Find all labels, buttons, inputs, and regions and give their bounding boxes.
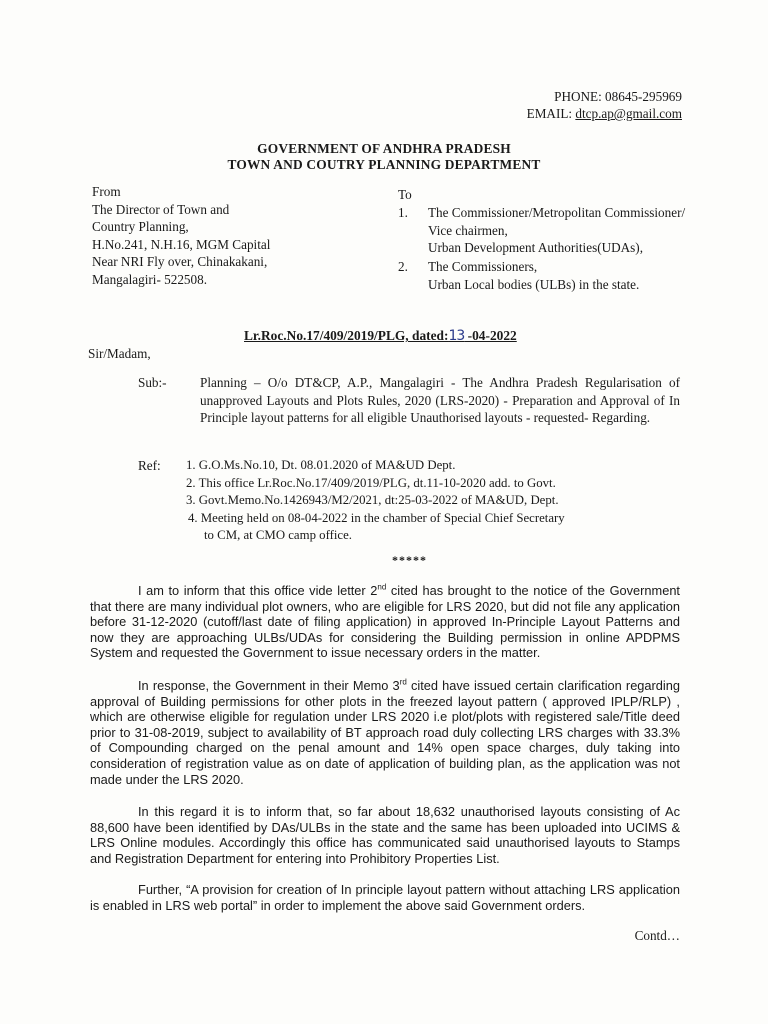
reference-item: 2. This office Lr.Roc.No.17/409/2019/PLG, dt.11-10-2020 add. to Govt. [186,475,556,490]
paragraph-text: I am to inform that this office vide letter 2 [138,583,378,598]
from-line: The Director of Town and [92,201,230,217]
from-block [92,183,270,289]
to-line: Vice chairmen, [428,222,508,238]
reference-list [186,457,565,545]
contact-block [527,88,682,122]
reference-item: to CM, at CMO camp office. [204,528,352,543]
body-paragraph-2 [90,678,680,787]
phone-line: PHONE: 08645-295969 [554,89,682,104]
from-label: From [92,184,121,199]
subject-text: Planning – O/o DT&CP, A.P., Mangalagiri - The Andhra Pradesh Regularisation of unapproved Layouts and Plots Rules, 2020 (LRS-2020) - Preparation and Approval of In Principle layout patterns for all eligible Unauthorised layouts - requested- Regarding. [200,375,680,426]
heading-line-2: TOWN AND COUTRY PLANNING DEPARTMENT [227,157,541,172]
from-line: H.No.241, N.H.16, MGM Capital [92,236,271,252]
to-line: Urban Local bodies (ULBs) in the state. [428,277,640,292]
letter-reference-day: 13 [448,328,465,344]
from-line: Mangalagiri- 522508. [92,271,207,287]
ordinal-suffix: rd [399,677,407,687]
ordinal-suffix: nd [377,582,387,592]
to-line: Urban Development Authorities(UDAs), [428,240,643,256]
salutation: Sir/Madam, [88,346,151,361]
email-address: dtcp.ap@gmail.com [575,106,682,121]
to-number-2: 2. [398,259,408,274]
paragraph-text: In response, the Government in their Memo 3 [138,678,400,693]
letter-reference-prefix: Lr.Roc.No.17/409/2019/PLG, dated: [244,328,449,343]
email-label: EMAIL: [526,106,576,121]
body-paragraph-3 [90,804,680,866]
to-line: The Commissioners, [428,259,538,274]
heading-line-1: GOVERNMENT OF ANDHRA PRADESH [257,141,511,156]
paragraph-text: cited have issued certain clarification regarding approval of Building permissions for other plots in the freezed layout pattern ( approved IPLP/RLP) , which are otherwise eligible for regulation under LRS 2020 i.e plot/plots with registered sale/Title deed prior to 31-08-2019, subject to availability of BT approach road duly collecting LRS charges with 33.3% of Compounding charged on the penal amount and 14% open space charges, duly taking into consideration of registration value as on date of application of building plan, as the application was not made under the LRS 2020. [90,678,680,787]
paragraph-text: In this regard it is to inform that, so far about 18,632 unauthorised layouts consisting of Ac 88,600 have been identified by DAs/ULBs in the state and the same has been uploaded into UCIMS & LRS Online modules. Accordingly this office has communicated said unauthorised layouts to Stamps and Registration Department for entering into Prohibitory Properties List. [90,804,680,866]
reference-item: 1. G.O.Ms.No.10, Dt. 08.01.2020 of MA&UD Dept. [186,458,456,472]
paragraph-text: cited has brought to the notice of the Government that there are many individual plot owners, who are eligible for LRS 2020, but did not file any application before 31-12-2020 (cutoff/last date of filing application) in approved In-Principle Layout Patterns and now they are approaching ULBs/UDAs for considering the Building permission in online APDPMS System and requested the Government to issue necessary orders in the matter. [90,583,680,661]
subject-label: Sub:- [138,375,167,390]
letter-reference-suffix: -04-2022 [464,328,517,343]
body-paragraph-4 [90,882,680,913]
email-line [527,105,682,122]
from-line: Country Planning, [92,219,189,235]
reference-item: 3. Govt.Memo.No.1426943/M2/2021, dt:25-03-2022 of MA&UD, Dept. [186,493,559,508]
to-line: The Commissioner/Metropolitan Commissioner/ [428,205,686,220]
to-block-1 [428,204,685,257]
body-paragraph-1 [90,583,680,661]
to-number-1: 1. [398,205,408,220]
continued-marker: Contd… [634,928,680,943]
separator-stars: ***** [392,553,427,567]
ref-label: Ref: [138,458,161,473]
reference-item: 4. Meeting held on 08-04-2022 in the chamber of Special Chief Secretary [188,510,565,525]
to-label: To [398,187,412,202]
letter-reference [244,328,517,344]
from-line: Near NRI Fly over, Chinakakani, [92,254,268,270]
paragraph-text: Further, “A provision for creation of In principle layout pattern without attaching LRS application is enabled in LRS web portal” in order to implement the above said Government orders. [90,882,680,913]
